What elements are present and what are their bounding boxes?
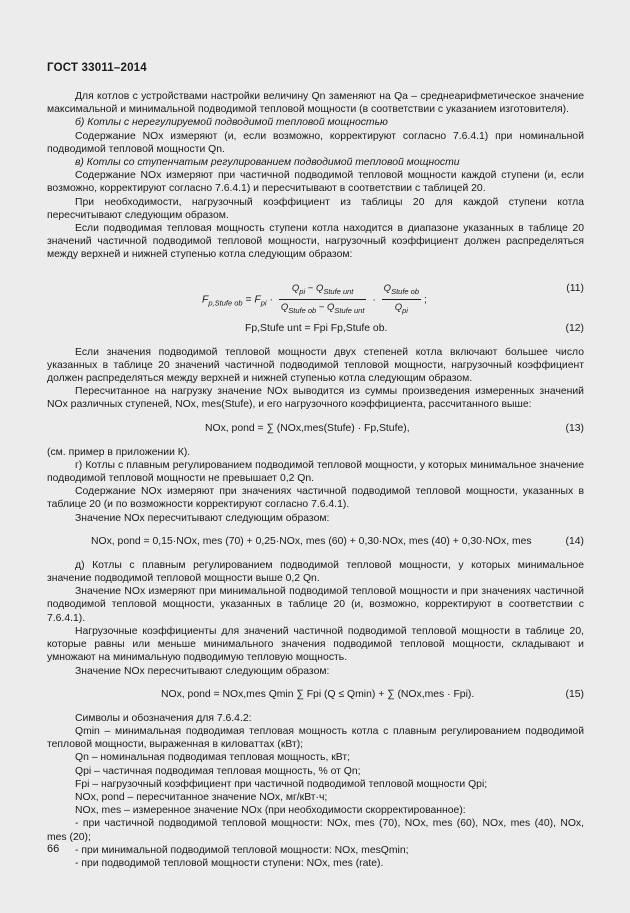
formula-number: (14) (565, 535, 584, 547)
formula-12 (47, 318, 584, 340)
formula-number: (13) (565, 422, 584, 434)
section-heading: Символы и обозначения для 7.6.4.2: (75, 712, 252, 724)
formula-12-body: Fp,Stufe unt = Fpi Fp,Stufe ob. (245, 322, 388, 334)
formula-13-body: NOx, pond = ∑ (NOx,mes(Stufe) · Fp,Stufe), (205, 422, 410, 434)
symbol-definition: - при подводимой тепловой мощности ступени: NOx, mes (rate). (75, 857, 384, 869)
formula-15-body: NOx, pond = NOx,mes Qmin ∑ Fpi (Q ≤ Qmin) + ∑ (NOx,mes · Fpi). (161, 688, 475, 700)
paragraph: Значение NOx пересчитывают следующим образом: (75, 512, 330, 524)
document-body (47, 90, 584, 870)
symbol-definition: NOx, mes – измеренное значение NOx (при необходимости скорректированное): (75, 805, 466, 817)
formula-15 (47, 684, 584, 706)
paragraph: При необходимости, нагрузочный коэффициент из таблицы 20 для каждой ступени котла пересчитывают следующим образом. (47, 196, 584, 221)
list-heading: д) Котлы с плавным регулированием подводимой тепловой мощности, у которых минимальное значение подводимой тепловой мощности выше 0,2 Qn. (47, 559, 584, 585)
paragraph: Содержание NOx измеряют при значениях частичной подводимой тепловой мощности, указанных в таблице 20 (и по возможности корректируют согласно 7.6.4.1). (47, 486, 584, 511)
paragraph: Значение NOx измеряют при минимальной подводимой тепловой мощности и при значениях частичной подводимой тепловой мощности, указанных в таблице 20 (и, возможно, корректируют в соответствии с 7.6.4.1). (47, 586, 584, 624)
symbol-definition: - при частичной подводимой тепловой мощности: NOx, mes (70), NOx, mes (60), NOx, mes (40), NOx, mes (20); (47, 818, 584, 843)
symbol-definition: Qmin – минимальная подводимая тепловая мощность котла с плавным регулированием подводимой тепловой мощности, выраженная в киловаттах (кВт); (47, 725, 584, 751)
formula-number: (15) (565, 688, 584, 700)
page-number: 66 (47, 843, 60, 855)
symbol-definition: NOx, pond – пересчитанное значение NOx, мг/кВт·ч; (75, 791, 328, 803)
symbol-definition: Fpi – нагрузочный коэффициент при частичной подводимой тепловой мощности Qpi; (75, 778, 488, 790)
symbol-definition: - при минимальной подводимой тепловой мощности: NOx, mesQmin; (75, 844, 409, 856)
list-heading: б) Котлы с нерегулируемой подводимой тепловой мощностью (75, 117, 388, 129)
paragraph: Пересчитанное на нагрузку значение NOx выводится из суммы произведения измеренных значений NOx различных ступеней, NOx, mes(Stufe), и его нагрузочного коэффициента, рассчитанного выше: (47, 386, 584, 411)
paragraph: Для котлов с устройствами настройки величину Qn заменяют на Qa – среднеарифметическое значение максимальной и минимальной подводимой тепловой мощности (в соответствии с указанием изготовителя). (47, 91, 584, 116)
paragraph: Содержание NOx измеряют (и, если возможно, корректируют согласно 7.6.4.1) при номинальной подводимой тепловой мощности Qn. (47, 130, 584, 155)
formula-14 (47, 531, 584, 553)
paragraph: Значение NOx пересчитывают следующим образом: (75, 665, 330, 677)
formula-11-body: $F_{p,Stufe ob} = F_{pi}$ · $\frac{Q_{pi} - Q_{Stufe unt}}{Q_{Stufe ob} - Q_{Stufe unt}}$ · $\frac{Q_{Stufe ob}}{Q_{pi}}$ ; (202, 282, 427, 315)
paragraph: Если значения подводимой тепловой мощности двух степеней котла включают большее число указанных в таблице 20 значений частичной подводимой тепловой мощности, нагрузочный коэффициент должен распределяться между верхней и нижней ступенью котла следующим образом. (47, 346, 584, 385)
document-header: ГОСТ 33011–2014 (47, 62, 147, 74)
formula-13 (47, 418, 584, 440)
symbol-definition: Qpi – частичная подводимая тепловая мощность, % от Qn; (75, 765, 361, 777)
paragraph: Если подводимая тепловая мощность ступени котла находится в диапазоне указанных в таблице 20 значений частичной подводимой тепловой мощности, нагрузочный коэффициент должен распределяться между верхней и нижней ступенью котла следующим образом: (47, 223, 584, 261)
list-heading: в) Котлы со ступенчатым регулированием подводимой тепловой мощности (75, 157, 460, 169)
paragraph: (см. пример в приложении К). (47, 446, 191, 458)
paragraph: Нагрузочные коэффициенты для значений частичной подводимой тепловой мощности в таблице 20, которые равны или меньше минимального значения подводимой тепловой мощности, складывают и умножают на минимальную подводимую тепловую мощность. (47, 625, 584, 664)
formula-11 (47, 268, 584, 315)
formula-14-body: NOx, pond = 0,15·NOx, mes (70) + 0,25·NOx, mes (60) + 0,30·NOx, mes (40) + 0,30·NOx, mes (91, 535, 532, 547)
symbol-definition: Qn – номинальная подводимая тепловая мощность, кВт; (75, 752, 351, 764)
formula-number: (12) (565, 322, 584, 334)
formula-number: (11) (566, 282, 584, 294)
paragraph: Содержание NOx измеряют при частичной подводимой тепловой мощности каждой ступени (и, если возможно, корректируют согласно 7.6.4.1) и пересчитывают в соответствии с таблицей 20. (47, 170, 584, 195)
list-heading: г) Котлы с плавным регулированием подводимой тепловой мощности, у которых минимальное значение подводимой тепловой мощности не превышает 0,2 Qn. (47, 459, 584, 485)
